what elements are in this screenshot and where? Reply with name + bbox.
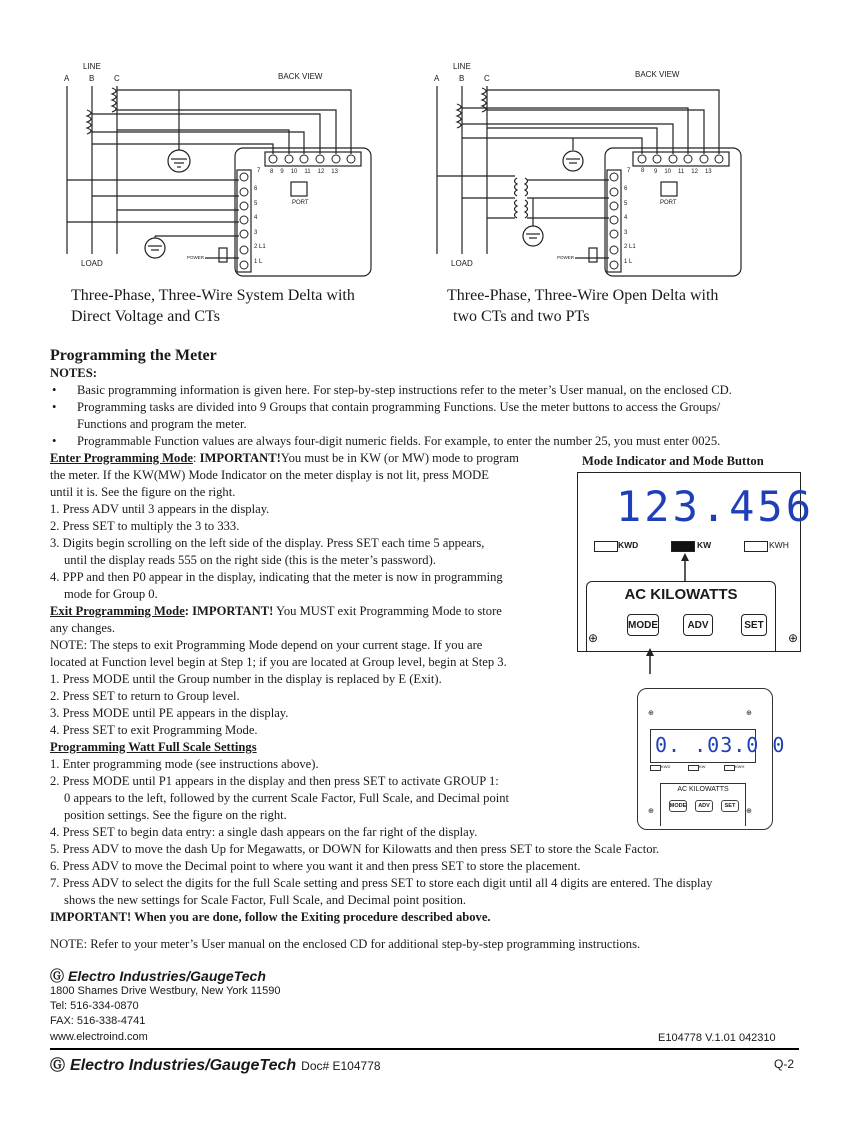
note-bullet: • Programming tasks are divided into 9 Groups that contain programming Functions. Use the meter buttons to access the Groups/ [52,400,721,414]
screw-icon: ⊕ [648,808,654,815]
exit-note-line2: located at Function level begin at Step 1; if you are located at Group level, begin at Step 3. [50,655,507,669]
terminal-4: 4 [254,215,258,221]
colon: : [192,451,200,465]
right-diagram-caption-1: Three-Phase, Three-Wire Open Delta with [447,287,719,304]
footer-divider [50,1048,799,1050]
watt-step: 5. Press ADV to move the dash Up for Megawatts, or DOWN for Kilowatts and then press SET to store the Scale Factor. [50,842,660,856]
small-meter-display [650,729,786,763]
left-diagram-caption-1: Three-Phase, Three-Wire System Delta with [71,287,355,304]
watt-step-continuation: position settings. See the figure on the right. [64,808,287,822]
screw-icon: ⊕ [788,631,799,645]
section-title: Programming the Meter [50,347,217,364]
phase-b-label: B [89,74,95,83]
exit-step: 2. Press SET to return to Group level. [50,689,240,703]
terminal-number: 11 [678,169,685,175]
important-label: IMPORTANT! [192,604,274,618]
kw-label: KW [697,540,712,550]
footer-line [50,1054,381,1075]
kw-indicator [688,765,699,771]
note-bullet: • Basic programming information is given here. For step-by-step instructions refer to the meter’s User manual, on the enclosed CD. [52,383,732,397]
terminal-7: 7 [627,168,631,174]
port-label: PORT [292,200,309,206]
back-view-label: BACK VIEW [278,72,323,81]
terminal-number: 10 [664,169,672,175]
kwd-label: KWD [618,540,639,550]
terminal-8: 8 [641,168,645,174]
terminal-2: 2 L1 [254,244,266,250]
terminal-6: 6 [254,186,258,192]
terminal-3: 3 [624,230,628,236]
exit-note-line1: NOTE: The steps to exit Programming Mode depend on your current stage. If you are [50,638,483,652]
terminal-1: 1 L [624,259,633,265]
note-text: Functions and program the meter. [77,417,247,431]
small-adv-button[interactable]: ADV [695,800,713,812]
terminal-5: 5 [624,201,628,207]
note-text: Basic programming information is given here. For step-by-step instructions refer to the meter’s User manual, on the enclosed CD. [77,383,732,397]
terminal-number: 13 [704,169,712,175]
watt-step: 6. Press ADV to move the Decimal point to where you want it and then press SET to store the placement. [50,859,581,873]
enter-mode-heading: Enter Programming Mode [50,451,193,465]
kwh-label: KWH [735,764,745,769]
terminal-number: 10 [290,169,298,175]
screw-icon: ⊕ [746,710,752,717]
watt-step: 1. Enter programming mode (see instructions above). [50,757,319,771]
watt-step-continuation: 0 appears to the left, followed by the current Scale Factor, Full Scale, and Decimal point [64,791,510,805]
meter-display-value: 123.456 [616,482,815,531]
exit-step: 1. Press MODE until the Group number in the display is replaced by E (Exit). [50,672,442,686]
terminal-number: 12 [691,169,698,175]
enter-mode-line2: the meter. If the KW(MW) Mode Indicator on the meter display is not lit, press MODE [50,468,489,482]
small-mode-button[interactable]: MODE [669,800,687,812]
kwh-indicator [744,541,768,552]
load-label: LOAD [451,259,473,268]
small-meter [637,688,786,830]
enter-mode-text: You must be in KW (or MW) mode to program [280,451,519,465]
exit-step: 4. Press SET to exit Programming Mode. [50,723,258,737]
note-final: NOTE: Refer to your meter’s User manual on the enclosed CD for additional step-by-step programming instructions. [50,937,641,951]
meter-front-panel [577,472,815,652]
enter-step: 2. Press SET to multiply the 3 to 333. [50,519,240,533]
up-arrow-icon [643,648,657,674]
terminal-number: 13 [331,169,338,175]
small-panel-label: AC KILOWATTS [677,786,729,793]
watt-scale-heading: Programming Watt Full Scale Settings [50,740,257,754]
terminal-7: 7 [257,168,261,174]
exit-mode-heading: Exit Programming Mode [50,604,185,618]
right-diagram-caption-2: two CTs and two PTs [453,308,590,325]
notes-list [50,382,840,450]
left-diagram-caption-2: Direct Voltage and CTs [71,308,220,325]
phase-a-label: A [434,74,440,83]
company-web[interactable]: www.electroind.com [50,1031,148,1043]
company-address: 1800 Shames Drive Westbury, New York 11590 [50,985,281,997]
mode-figure-title: Mode Indicator and Mode Button [582,454,764,468]
exit-step: 3. Press MODE until PE appears in the display. [50,706,289,720]
phase-b-label: B [459,74,465,83]
phase-a-label: A [64,74,70,83]
kwd-indicator [650,765,661,771]
kwd-indicator [594,541,618,552]
exit-mode-text: You MUST exit Programming Mode to store [273,604,502,618]
enter-step-continuation: until the display reads 555 on the right side (this is the meter’s password). [64,553,436,567]
enter-step-continuation: mode for Group 0. [64,587,158,601]
kwd-label: KWD [661,764,671,769]
notes-label: NOTES: [50,366,97,380]
enter-mode-line1 [50,450,519,467]
kwh-label: KWH [769,540,789,550]
footer-doc-number: Doc# E104778 [301,1059,381,1073]
enter-step: 4. PPP and then P0 appear in the display, indicating that the meter is now in programming [50,570,503,584]
company-logo-icon: Ⓖ [50,1057,66,1074]
line-label: LINE [453,62,471,71]
note-bullet-continuation [50,416,840,433]
watt-step: 2. Press MODE until P1 appears in the display and then press SET to activate GROUP 1: [50,774,499,788]
terminal-6: 6 [624,186,628,192]
small-display-value: 0. .03.0 0 [655,733,786,757]
watt-step-continuation: shows the new settings for Scale Factor, Full Scale, and Decimal point position. [64,893,467,907]
note-text: Programmable Function values are always four-digit numeric fields. For example, to enter the number 25, you must enter 0025. [77,434,721,448]
phase-c-label: C [114,74,120,83]
doc-version: E104778 V.1.01 042310 [658,1032,776,1044]
colon: : [184,604,193,618]
up-arrow-icon [678,553,692,581]
adv-button[interactable]: ADV [683,614,713,636]
panel-label: AC KILOWATTS [624,586,738,603]
screw-icon: ⊕ [588,631,599,645]
important-label: IMPORTANT! [199,451,281,465]
company-tel: Tel: 516-334-0870 [50,1000,139,1012]
footer-company-name: Electro Industries/GaugeTech [70,1057,297,1074]
terminal-5: 5 [254,201,258,207]
terminal-number: 11 [304,169,311,175]
page-number: Q-2 [774,1057,795,1071]
enter-step: 3. Digits begin scrolling on the left side of the display. Press SET each time 5 appears, [50,536,485,550]
set-button[interactable]: SET [741,614,767,636]
important-final: IMPORTANT! When you are done, follow the Exiting procedure described above. [50,910,491,924]
enter-step: 1. Press ADV until 3 appears in the display. [50,502,270,516]
top-terminal-numbers [270,169,370,175]
line-label: LINE [83,62,101,71]
company-name: Electro Industries/GaugeTech [68,968,266,984]
small-set-button[interactable]: SET [721,800,739,812]
terminal-number: 12 [317,169,325,175]
watt-step: 7. Press ADV to select the digits for the full Scale setting and press SET to store each digit until all 4 digits are entered. The display [50,876,713,890]
port-label: PORT [660,200,677,206]
terminal-2: 2 L1 [624,244,636,250]
exit-mode-line1 [50,603,502,620]
phase-c-label: C [484,74,490,83]
screw-icon: ⊕ [746,808,752,815]
enter-mode-line3: until it is. See the figure on the right. [50,485,236,499]
load-label: LOAD [81,259,103,268]
top-terminal-numbers [654,169,744,175]
small-button-panel [660,783,746,826]
kw-label: KW [699,764,706,769]
wiring-diagram-left [55,58,385,280]
screw-icon: ⊕ [648,710,654,717]
terminal-3: 3 [254,230,258,236]
company-logo-icon: Ⓖ [50,968,64,984]
terminal-number: 9 [654,169,658,175]
back-view-label: BACK VIEW [635,70,680,79]
mode-button[interactable]: MODE [627,614,659,636]
watt-step: 4. Press SET to begin data entry: a single dash appears on the far right of the display. [50,825,478,839]
terminal-number: 9 [280,169,284,175]
company-name-block [50,966,266,986]
wiring-diagram-right [425,58,755,280]
kwh-indicator [724,765,735,771]
terminal-number: 8 [270,169,274,175]
terminal-4: 4 [624,215,628,221]
exit-mode-line2: any changes. [50,621,116,635]
kw-indicator-lit [671,541,695,552]
company-fax: FAX: 516-338-4741 [50,1015,146,1027]
power-label: POWER [187,255,205,260]
power-label: POWER [557,255,575,260]
button-panel [586,581,776,652]
terminal-1: 1 L [254,259,263,265]
note-bullet: • Programmable Function values are always four-digit numeric fields. For example, to enter the number 25, you must enter 0025. [52,434,721,448]
note-text: Programming tasks are divided into 9 Groups that contain programming Functions. Use the meter buttons to access the Groups/ [77,400,721,414]
